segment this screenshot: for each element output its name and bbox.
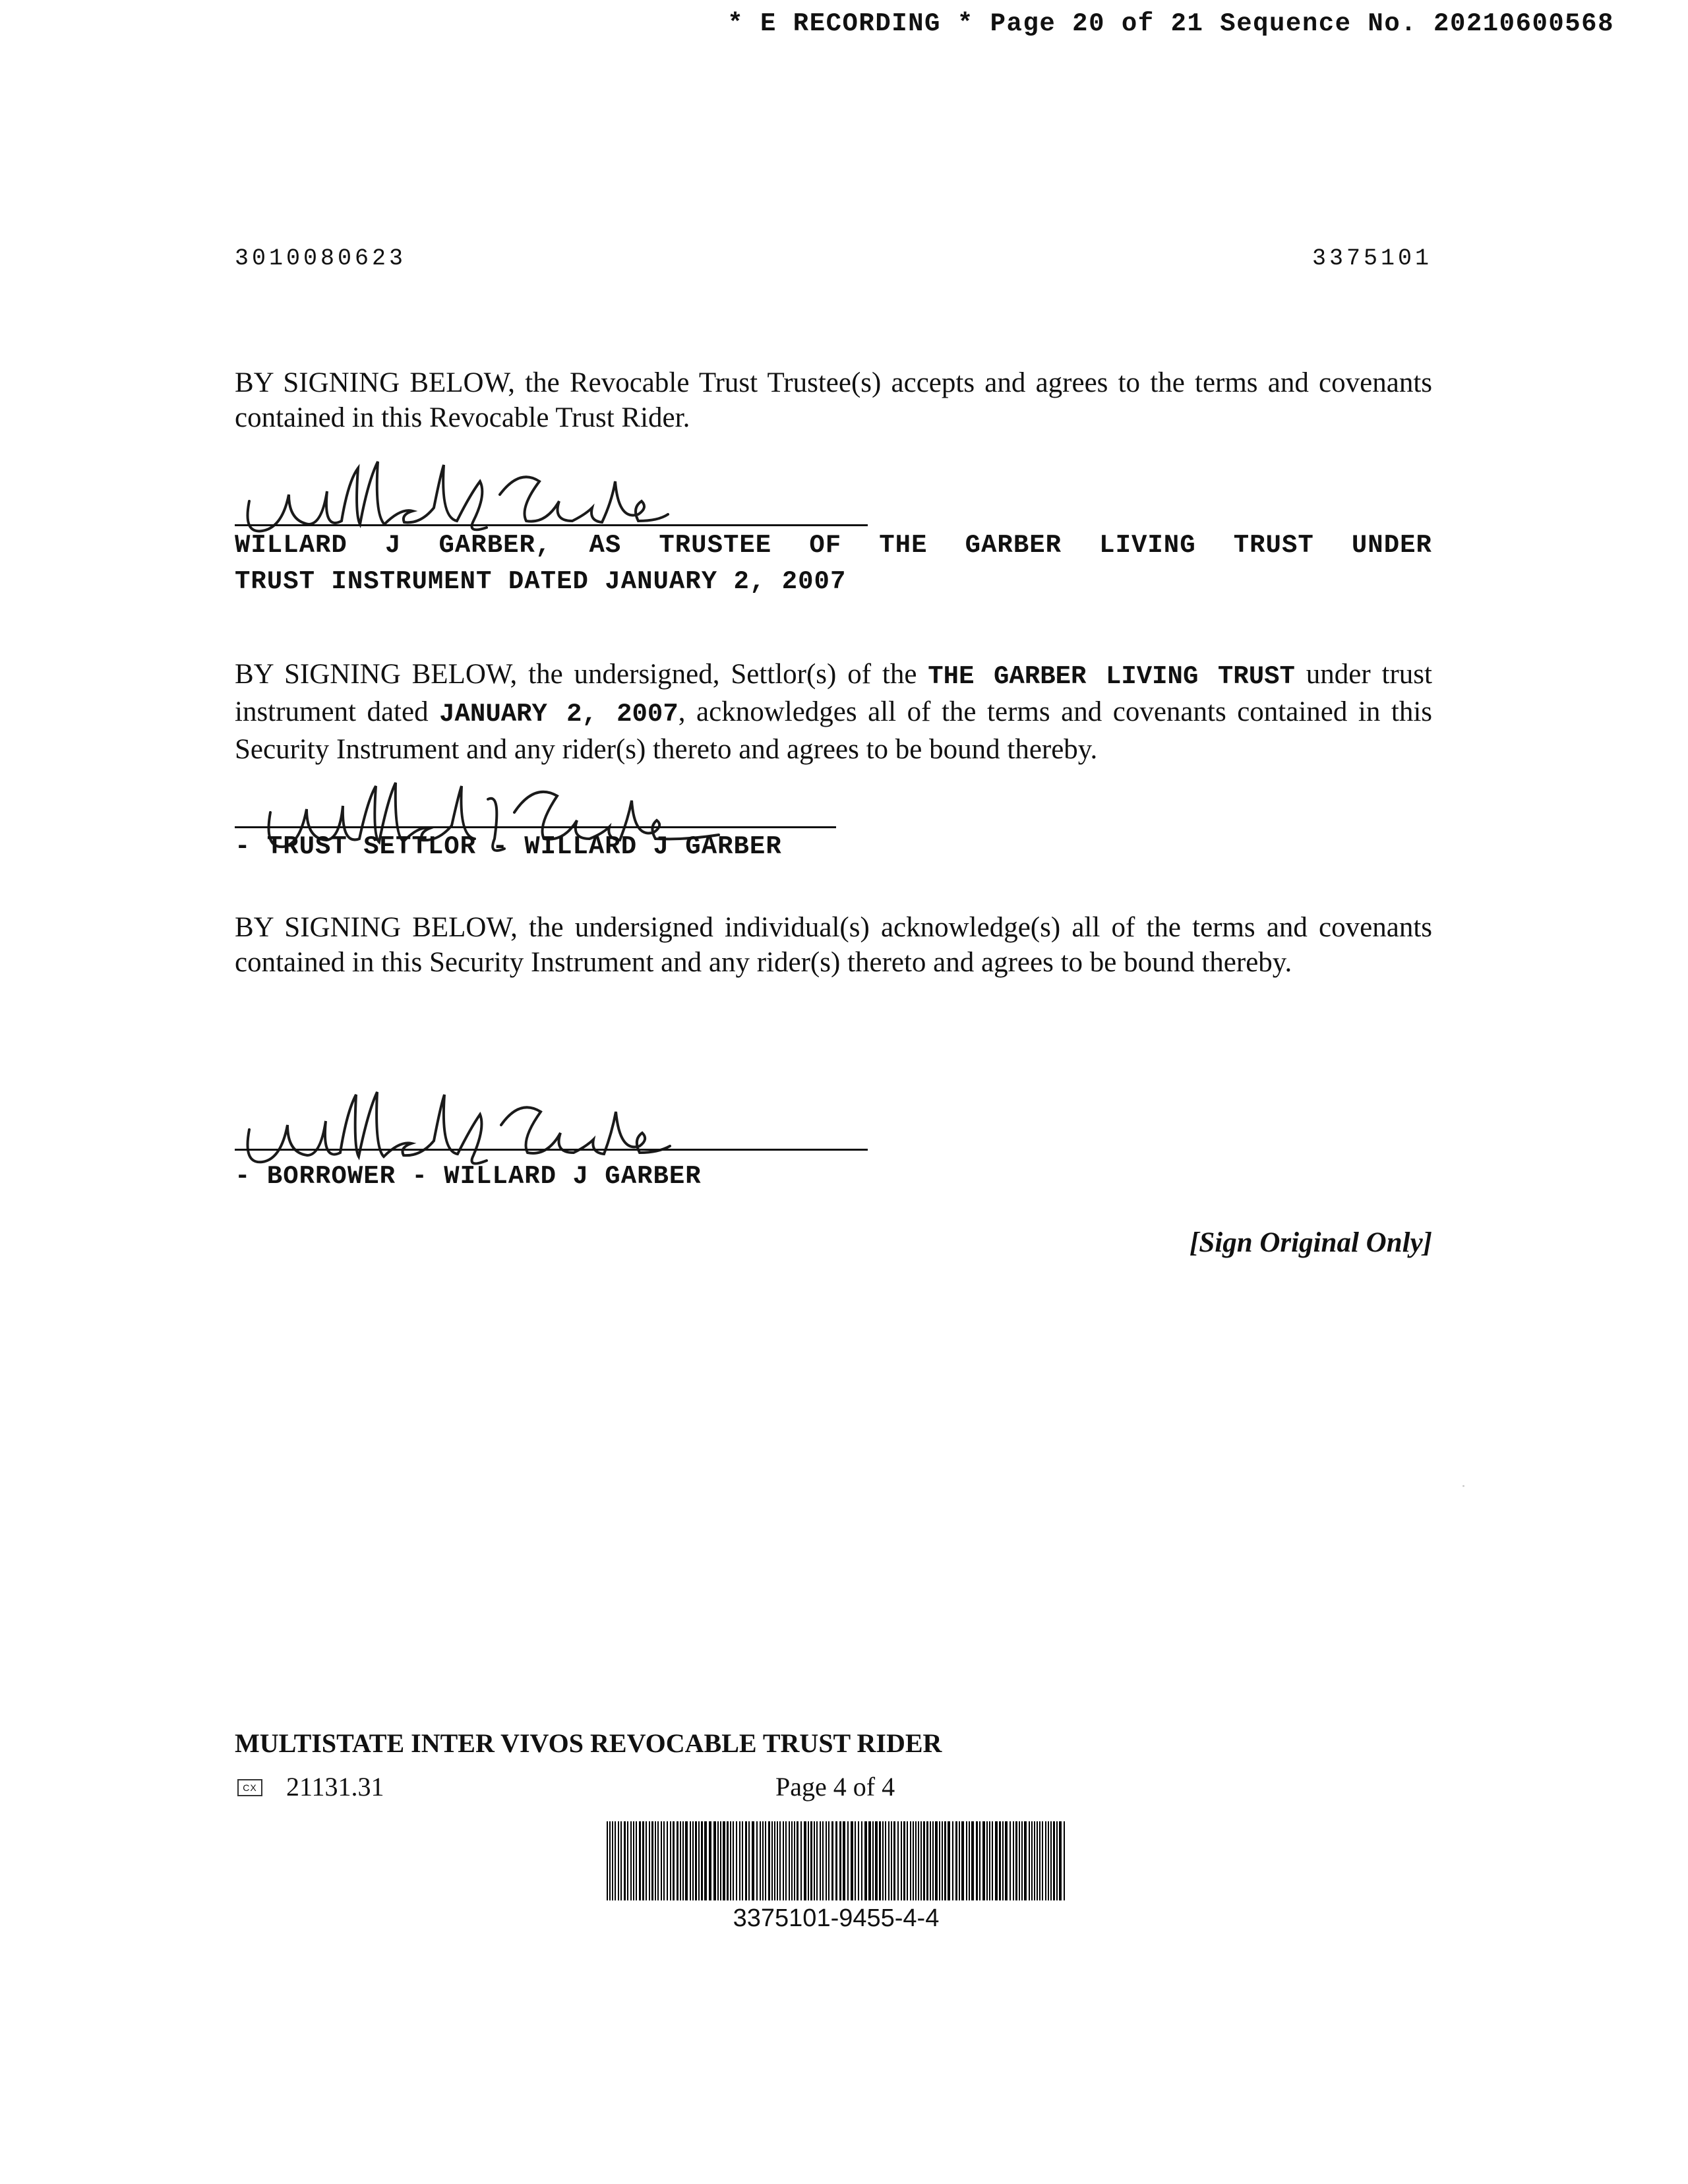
barcode-bar (748, 1821, 750, 1900)
barcode-bar (932, 1821, 934, 1900)
barcode-bar (742, 1821, 743, 1900)
barcode-bar (992, 1821, 993, 1900)
barcode-bar (633, 1821, 634, 1900)
barcode-bar (723, 1821, 725, 1900)
barcode-bar (1021, 1821, 1023, 1900)
barcode-bar (979, 1821, 980, 1900)
settlor-text-a: BY SIGNING BELOW, the undersigned, Settlor(s) of the (235, 659, 928, 690)
barcode-icon (607, 1821, 1066, 1900)
barcode-bar (1039, 1821, 1040, 1900)
barcode-bar (794, 1821, 795, 1900)
barcode-bar (999, 1821, 1001, 1900)
barcode-bar (607, 1821, 608, 1900)
recording-header: * E RECORDING * Page 20 of 21 Sequence No. 20210600568 (727, 9, 1614, 38)
barcode-bar (923, 1821, 925, 1900)
barcode-bar (1045, 1821, 1046, 1900)
barcode-bar (762, 1821, 764, 1900)
settlor-signature-line (235, 826, 836, 828)
barcode-bar (1064, 1821, 1065, 1900)
barcode-bar (765, 1821, 766, 1900)
barcode-bar (1013, 1821, 1014, 1900)
scan-speck (1462, 1485, 1464, 1487)
barcode-bar (618, 1821, 619, 1900)
barcode-bar (639, 1821, 641, 1900)
barcode-bar (1031, 1821, 1033, 1900)
barcode-bar (1037, 1821, 1038, 1900)
barcode-bar (1059, 1821, 1062, 1900)
barcode-bar (851, 1821, 853, 1900)
barcode-bar (752, 1821, 754, 1900)
form-code: 21131.31 (286, 1772, 384, 1802)
barcode-bar (891, 1821, 892, 1900)
barcode-bar (736, 1821, 737, 1900)
settlor-text-b: under trust instrument dated (235, 659, 1432, 727)
page-number: Page 4 of 4 (775, 1772, 895, 1802)
barcode-bar (1005, 1821, 1008, 1900)
barcode-bar (695, 1821, 697, 1900)
barcode-bar (822, 1821, 824, 1900)
barcode-bar (839, 1821, 841, 1900)
barcode-bar (1056, 1821, 1058, 1900)
barcode-bar (661, 1821, 662, 1900)
borrower-signature (243, 1087, 731, 1172)
barcode-bar (713, 1821, 716, 1900)
barcode-bar (1048, 1821, 1049, 1900)
borrower-name-label: - BORROWER - WILLARD J GARBER (235, 1162, 702, 1191)
settlor-text-c: , acknowledges all of the terms and covenants contained in this Security Instrument and any rider(s) thereto and agrees to be bound thereby. (235, 696, 1432, 765)
trustee-signature (243, 455, 717, 541)
barcode-bar (1034, 1821, 1035, 1900)
barcode-bar (995, 1821, 998, 1900)
barcode-bar (814, 1821, 815, 1900)
barcode-bar (720, 1821, 721, 1900)
label-word: UNDER (1351, 531, 1432, 560)
barcode-bar (918, 1821, 919, 1900)
barcode-bar (627, 1821, 628, 1900)
barcode-bar (944, 1821, 946, 1900)
barcode-bar (875, 1821, 878, 1900)
label-word: THE (879, 531, 928, 560)
barcode-bar (926, 1821, 928, 1900)
barcode-bar (826, 1821, 827, 1900)
label-word: LIVING (1099, 531, 1196, 560)
barcode-bar (680, 1821, 681, 1900)
barcode-bar (717, 1821, 719, 1900)
barcode-bar (655, 1821, 656, 1900)
barcode-bar (624, 1821, 626, 1900)
barcode-bar (915, 1821, 917, 1900)
barcode-bar (692, 1821, 694, 1900)
barcode-bar (1019, 1821, 1020, 1900)
barcode-bar (952, 1821, 953, 1900)
barcode-bar (858, 1821, 859, 1900)
barcode-bar (663, 1821, 665, 1900)
barcode-bar (820, 1821, 821, 1900)
barcode-bar (835, 1821, 837, 1900)
barcode-bar (785, 1821, 787, 1900)
barcode-bar (649, 1821, 650, 1900)
barcode-bar (789, 1821, 790, 1900)
barcode-bar (646, 1821, 647, 1900)
loan-number: 3010080623 (235, 245, 407, 272)
barcode-bar (920, 1821, 922, 1900)
barcode-number: 3375101-9455-4-4 (733, 1904, 940, 1932)
barcode-bar (847, 1821, 849, 1900)
barcode-bar (955, 1821, 957, 1900)
barcode-bar (901, 1821, 902, 1900)
barcode-bar (808, 1821, 809, 1900)
barcode-bar (667, 1821, 668, 1900)
barcode-bar (971, 1821, 974, 1900)
barcode-bar (885, 1821, 886, 1900)
barcode-bar (982, 1821, 985, 1900)
barcode-bar (872, 1821, 874, 1900)
barcode-bar (804, 1821, 806, 1900)
barcode-bar (1002, 1821, 1004, 1900)
barcode-bar (903, 1821, 905, 1900)
barcode-bar (791, 1821, 793, 1900)
barcode-bar (893, 1821, 895, 1900)
barcode-bar (1010, 1821, 1011, 1900)
barcode-bar (864, 1821, 867, 1900)
label-word: TRUST (1233, 531, 1314, 560)
barcode-bar (690, 1821, 691, 1900)
barcode-bar (1042, 1821, 1043, 1900)
barcode-bar (831, 1821, 833, 1900)
barcode-bar (935, 1821, 938, 1900)
form-title: MULTISTATE INTER VIVOS REVOCABLE TRUST RIDER (235, 1728, 942, 1758)
label-word: GARBER (965, 531, 1062, 560)
case-number: 3375101 (1311, 245, 1432, 272)
barcode-bar (810, 1821, 812, 1900)
barcode-bar (651, 1821, 653, 1900)
barcode-bar (677, 1821, 678, 1900)
barcode-bar (756, 1821, 758, 1900)
barcode-bar (698, 1821, 700, 1900)
barcode-bar (733, 1821, 734, 1900)
barcode-bar (910, 1821, 911, 1900)
settlor-name-label: - TRUST SETTLOR - WILLARD J GARBER (235, 832, 782, 861)
barcode-bar (682, 1821, 684, 1900)
barcode-bar (948, 1821, 950, 1900)
barcode-bar (1053, 1821, 1055, 1900)
barcode-bar (704, 1821, 707, 1900)
barcode-bar (989, 1821, 990, 1900)
barcode-bar (1029, 1821, 1030, 1900)
sign-original-note: [Sign Original Only] (1190, 1227, 1432, 1258)
trustee-name-line1 (235, 531, 1432, 560)
barcode-bar (1024, 1821, 1027, 1900)
trustee-signature-line (235, 524, 868, 526)
label-word: WILLARD (235, 531, 347, 560)
borrower-acknowledgment-paragraph: BY SIGNING BELOW, the undersigned individual(s) acknowledge(s) all of the terms and covenants contained in this Security Instrument and any rider(s) thereto and agrees to be bound thereby. (235, 912, 1432, 978)
barcode-bar (855, 1821, 856, 1900)
barcode-bar (843, 1821, 845, 1900)
borrower-signature-line (235, 1149, 868, 1151)
label-word: GARBER, (438, 531, 552, 560)
barcode-bar (879, 1821, 881, 1900)
barcode-bar (771, 1821, 773, 1900)
label-word: TRUSTEE (659, 531, 772, 560)
barcode-bar (969, 1821, 970, 1900)
barcode-bar (882, 1821, 884, 1900)
barcode-bar (685, 1821, 688, 1900)
form-logo-icon: CX (237, 1779, 262, 1796)
barcode-bar (1015, 1821, 1017, 1900)
barcode-bar (942, 1821, 943, 1900)
barcode-bar (673, 1821, 675, 1900)
barcode-bar (797, 1821, 799, 1900)
barcode-bar (657, 1821, 659, 1900)
trustee-name-line2: TRUST INSTRUMENT DATED JANUARY 2, 2007 (235, 567, 847, 596)
barcode-bar (828, 1821, 829, 1900)
barcode-bar (966, 1821, 967, 1900)
barcode-bar (612, 1821, 613, 1900)
label-word: AS (589, 531, 622, 560)
barcode-bar (768, 1821, 770, 1900)
barcode-bar (615, 1821, 616, 1900)
barcode-bar (670, 1821, 671, 1900)
barcode-bar (959, 1821, 960, 1900)
trustee-acceptance-paragraph: BY SIGNING BELOW, the Revocable Trust Trustee(s) accepts and agrees to the terms and covenants contained in this Revocable Trust Rider. (235, 367, 1432, 433)
barcode-bar (701, 1821, 703, 1900)
barcode-bar (976, 1821, 978, 1900)
barcode-bar (961, 1821, 964, 1900)
trust-date: JANUARY 2, 2007 (439, 700, 678, 729)
barcode-bar (779, 1821, 781, 1900)
barcode-bar (760, 1821, 761, 1900)
barcode-bar (800, 1821, 802, 1900)
barcode-bar (727, 1821, 729, 1900)
settlor-acknowledgment-paragraph (235, 657, 1432, 767)
barcode-bar (774, 1821, 775, 1900)
barcode-bar (620, 1821, 622, 1900)
barcode-bar (816, 1821, 818, 1900)
barcode-bar (861, 1821, 862, 1900)
barcode-bar (709, 1821, 711, 1900)
barcode-bar (907, 1821, 908, 1900)
barcode-bar (913, 1821, 914, 1900)
barcode-bar (745, 1821, 747, 1900)
barcode-bar (986, 1821, 988, 1900)
barcode-bar (897, 1821, 899, 1900)
label-word: J (384, 531, 402, 560)
barcode-bar (630, 1821, 632, 1900)
barcode-bar (939, 1821, 940, 1900)
barcode-bar (868, 1821, 871, 1900)
barcode-bar (730, 1821, 731, 1900)
barcode-bar (930, 1821, 931, 1900)
barcode-bar (609, 1821, 611, 1900)
trust-name: THE GARBER LIVING TRUST (928, 662, 1295, 691)
barcode-bar (739, 1821, 740, 1900)
barcode-bar (783, 1821, 784, 1900)
barcode-bar (888, 1821, 889, 1900)
barcode-bar (1050, 1821, 1052, 1900)
barcode-bar (777, 1821, 778, 1900)
barcode-bar (636, 1821, 637, 1900)
label-word: OF (809, 531, 842, 560)
barcode-bar (642, 1821, 644, 1900)
